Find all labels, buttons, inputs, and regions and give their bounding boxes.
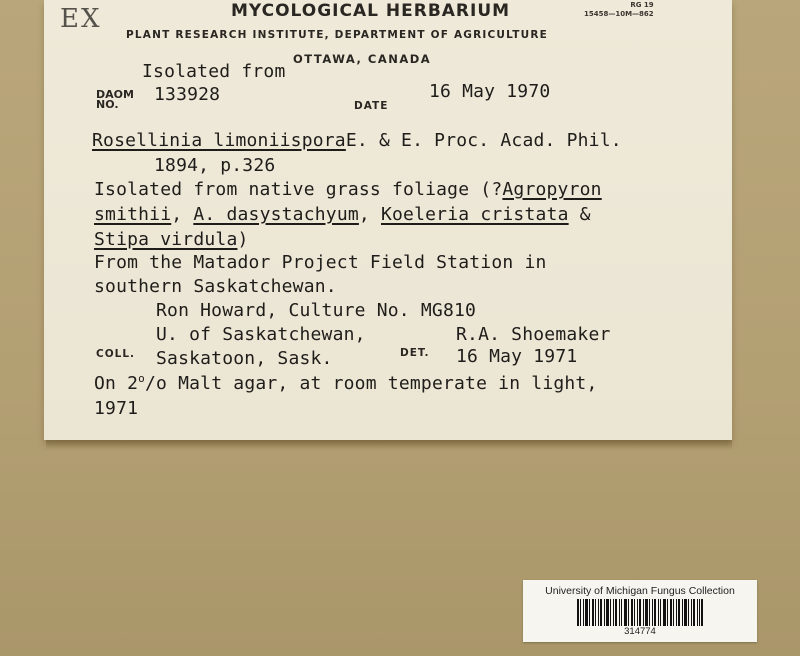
ex-mark: EX [60,4,102,34]
header-title: MYCOLOGICAL HERBARIUM [231,1,511,21]
collection-tag [523,580,757,642]
daom-label: DAOM NO. [96,88,134,111]
collection-title: University of Michigan Fungus Collection [545,585,735,597]
citation-line: 1894, p.326 [154,155,276,176]
header-code: RG 19 15458—10M—862 [584,1,654,18]
citation-authors: E. & E. Proc. Acad. Phil. [345,130,622,151]
species-name: Rosellinia limoniispora [92,130,346,151]
collector-city: Saskatoon, Sask. [156,348,333,369]
collector-institution: U. of Saskatchewan, [156,324,366,345]
specimen-label [44,0,732,440]
date-label: DATE [354,100,389,112]
host-smithii: smithii [94,204,172,225]
header-institute: PLANT RESEARCH INSTITUTE, DEPARTMENT OF AGRICULTURE [126,29,549,41]
det-date: 16 May 1971 [456,346,578,367]
medium-line-1: On 2$^o$/o Malt agar, at room temperate in light, [94,372,598,394]
date-value: 16 May 1970 [429,81,551,102]
location-line-2: southern Saskatchewan. [94,276,337,297]
label-shadow [46,440,732,450]
determiner-name: R.A. Shoemaker [456,324,611,345]
host-koeleria: Koeleria cristata [380,204,569,225]
host-dasystachyum: A. dasystachyum [193,204,359,225]
habitat-line-1: Isolated from native grass foliage (?Agropyron [94,179,602,200]
header-location: OTTAWA, CANADA [293,52,432,66]
medium-line-2: 1971 [94,398,139,419]
barcode-number: 314774 [624,626,656,637]
collector-line: Ron Howard, Culture No. MG810 [156,300,477,321]
location-line-1: From the Matador Project Field Station in [94,252,547,273]
host-agropyron: Agropyron [502,179,602,200]
species-line [92,130,622,151]
daom-number: 133928 [154,84,221,105]
habitat-line-3: Stipa virdula) [94,229,249,250]
coll-label: COLL. [96,348,136,360]
host-stipa: Stipa virdula [94,229,238,250]
barcode [577,599,703,626]
habitat-line-2: smithii, A. dasystachyum, Koeleria cristata & [94,204,591,225]
det-label: DET. [400,347,430,359]
isolated-from-text: Isolated from [142,61,286,82]
